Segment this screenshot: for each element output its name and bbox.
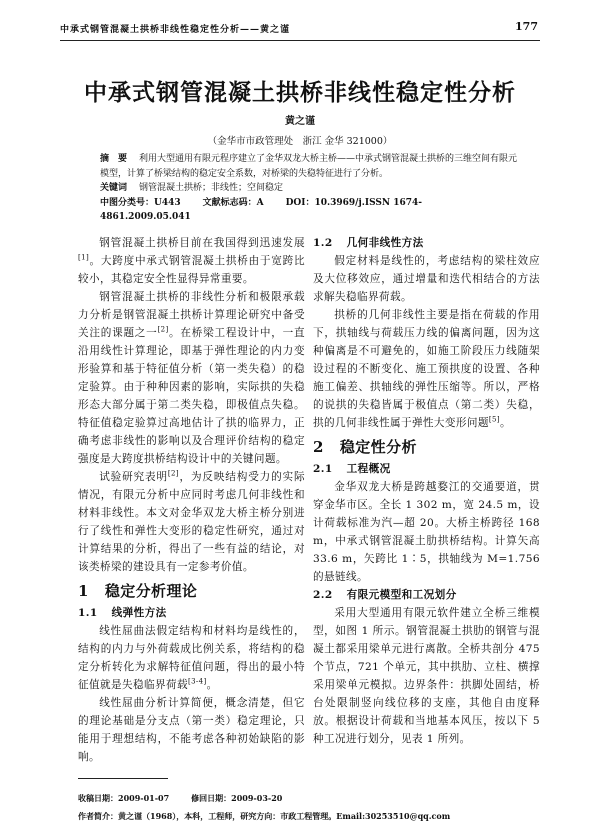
keywords-label: 关键词 [100, 183, 128, 193]
paragraph [313, 306, 540, 432]
citation: [2] [167, 469, 180, 478]
paragraph [78, 694, 305, 766]
abstract [100, 152, 520, 181]
running-header: 中承式钢管混凝土拱桥非线性稳定性分析——黄之谨 [60, 25, 291, 35]
text-run: 1 [78, 582, 89, 600]
author-bio: 作者简介：黄之谨（1968），本科，工程师，研究方向：市政工程管理。Email:30253510@qq.com [78, 811, 451, 821]
citation: [1] [78, 253, 90, 262]
text-run: 线性屈曲法假定结构和材料均是线性的，结构的内力与外荷载成比例关系，将结构的稳定分析转化为求解特征值问题，得出的最小特征值就是失稳临界荷载 [78, 625, 305, 691]
text-run: 试验研究表明 [99, 471, 168, 483]
received-date: 收稿日期：2009-01-07 [78, 793, 170, 803]
abstract-block [100, 152, 520, 225]
left-column [78, 234, 305, 766]
revised-date: 修回日期：2009-03-20 [191, 793, 283, 803]
body-area [78, 234, 540, 825]
abstract-text: 利用大型通用有限元程序建立了金华双龙大桥主桥——中承式钢管混凝土拱桥的三维空间有限元模型，计算了桥梁结构的稳定安全系数，对桥梁的失稳特征进行了分析。 [100, 154, 518, 179]
paper-title: 中承式钢管混凝土拱桥非线性稳定性分析 [84, 79, 516, 106]
paragraph [78, 234, 305, 288]
right-column [313, 234, 540, 748]
text-run: 2 [313, 438, 324, 456]
text-run: 金华双龙大桥是跨越婺江的交通要道，贯穿金华市区。全长 1 302 m，宽 24.5 m，设计荷载标准为汽—超 20。大桥主桥跨径 168 m，中承式钢管混凝土肋拱桥结构。计算矢高 33.6 m，矢跨比 1∶5，拱轴线为 M=1.756 的悬链线。 [313, 481, 540, 583]
section-heading [78, 580, 305, 602]
footnote [78, 789, 548, 825]
text-run: 2.2 [313, 589, 333, 601]
citation: [2] [157, 325, 169, 334]
affiliation: （金华市市政管理处 浙江 金华 321000） [207, 136, 393, 147]
text-run: 。 [500, 417, 512, 429]
doi: DOI：10.3969/j.ISSN 1674-4861.2009.05.041 [100, 197, 423, 222]
paragraph [313, 252, 540, 306]
subsection-heading [313, 460, 540, 478]
paragraph [78, 468, 305, 576]
text-run: 2.1 [313, 463, 333, 475]
page-number: 177 [515, 20, 538, 33]
text-run: 。大跨度中承式钢管混凝土拱桥由于宽跨比较小，其稳定安全性显得异常重要。 [78, 255, 305, 285]
paragraph [78, 622, 305, 694]
text-run: 线弹性方法 [111, 607, 167, 619]
subsection-heading [78, 604, 305, 622]
text-run: 1.2 [313, 237, 333, 249]
paragraph [78, 288, 305, 468]
citation: [5] [488, 415, 501, 424]
text-run: 采用大型通用有限元软件建立全桥三维模型，如图 1 所示。钢管混凝土拱肋的钢管与混凝土都采用梁单元进行离散。全桥共剖分 475 个节点，721 个单元，其中拱肋、立柱、横撑采用梁单元模拟。边界条件：拱脚处固结，桥台处限制竖向线位移的支座，其他自由度释放。根据设计荷载和当地基本风压，按以下 5 种工况进行划分，见表 1 所列。 [313, 607, 540, 745]
abstract-label: 摘 要 [100, 154, 128, 164]
citation: [3-4] [187, 677, 207, 686]
text-run: ，为反映结构受力的实际情况，有限元分析中应同时考虑几何非线性和材料非线性。本文对金华双龙大桥主桥分别进行了线性和弹性大变形的稳定性研究，通过对计算结果的分析，得出了一些有益的结论，对该类桥梁的建设具有一定参考价值。 [78, 471, 305, 573]
text-run: 。 [206, 679, 218, 691]
keywords [100, 181, 520, 196]
subsection-heading [313, 586, 540, 604]
text-run: 假定材料是线性的，考虑结构的梁柱效应及大位移效应，通过增量和迭代相结合的方法求解失稳临界荷载。 [313, 255, 540, 303]
text-run: 1.1 [78, 607, 98, 619]
text-run: 钢管混凝土拱桥的非线性分析和极限承载力分析是钢管混凝土拱桥计算理论研究中备受关注的课题之一 [78, 291, 305, 339]
subsection-heading [313, 234, 540, 252]
header-rule [60, 40, 540, 41]
text-run: 几何非线性方法 [346, 237, 424, 249]
text-run: 稳定性分析 [339, 438, 417, 456]
columns [78, 234, 540, 766]
text-run: 稳定分析理论 [104, 582, 198, 600]
paragraph [313, 478, 540, 586]
keywords-text: 钢管混凝土拱桥；非线性；空间稳定 [139, 183, 284, 193]
author: 黄之谨 [285, 116, 315, 127]
document-code: 文献标志码：A [202, 197, 264, 208]
footnote-rule [78, 778, 168, 779]
clc-number: 中图分类号：U443 [100, 197, 181, 208]
text-run: 工程概况 [346, 463, 391, 475]
paragraph [313, 604, 540, 748]
text-run: 钢管混凝土拱桥目前在我国得到迅速发展 [99, 237, 305, 249]
text-run: 有限元模型和工况划分 [346, 589, 457, 601]
text-run: 线性屈曲分析计算简便，概念清楚，但它的理论基础是分支点（第一类）稳定理论，只能用于理想结构，不能考虑各种初始缺陷的影响。 [78, 697, 305, 763]
text-run: 。在桥梁工程设计中，一直沿用线性计算理论，即基于弹性理论的内力变形验算和基于特征值分析（第一类失稳）的稳定验算。由于种种因素的影响，实际拱的失稳形态大部分属于第二类失稳，即极值点失稳。特征值稳定验算过高地估计了拱的临界力，正确考虑非线性的影响以及合理评价结构的稳定强度是大跨度拱桥结构设计中的关键问题。 [78, 327, 305, 465]
section-heading [313, 436, 540, 458]
text-run: 拱桥的几何非线性主要是指在荷载的作用下，拱轴线与荷载压力线的偏离问题，因为这种偏离是不可避免的，如施工阶段压力线随架设过程的不断变化、施工预拱度的设置、各种施工偏差、拱轴线的弹性压缩等。所以，严格的说拱的失稳皆属于极值点（第二类）失稳，拱的几何非线性属于弹性大变形问题 [313, 309, 540, 429]
classification [100, 196, 520, 225]
